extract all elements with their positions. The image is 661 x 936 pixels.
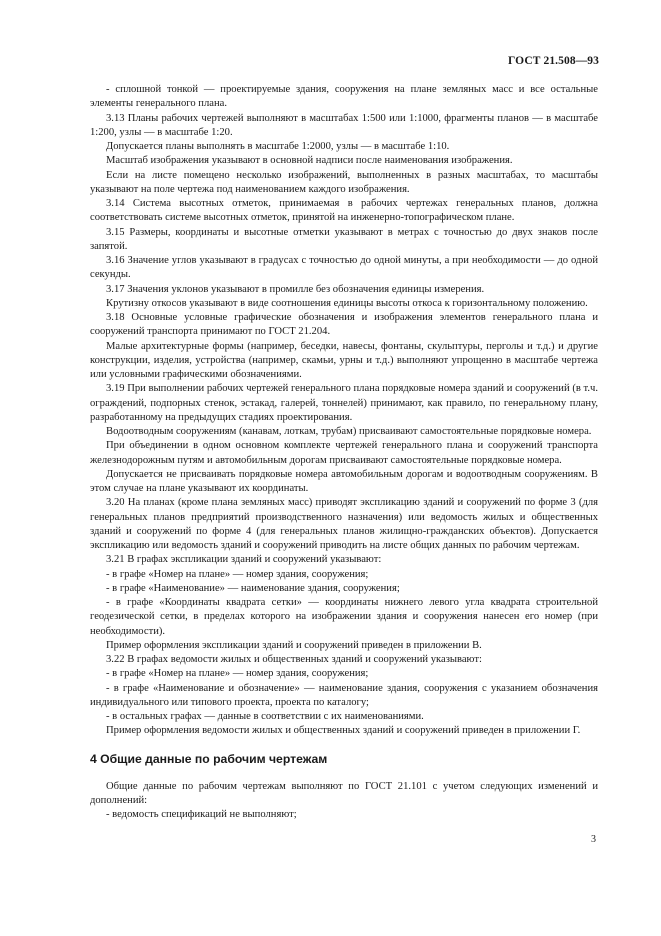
list-item: - в графе «Наименование и обозначение» — наименование здания, сооружения с указанием обозначения индивидуального или типового проекта, проекта по каталогу; [90,682,598,708]
list-item: - ведомость спецификаций не выполняют; [106,809,297,821]
document-body [90,83,598,823]
paragraph: Если на листе помещено несколько изображений, выполненных в разных масштабах, то масштабы указывают на поле чертежа под наименованием каждого изображения. [90,169,598,195]
list-item: - в графе «Координаты квадрата сетки» — координаты нижнего левого угла квадрата строительной геодезической сетки, в пределах которого на изображении здания и сооружения нанесен его номер (при необходимости). [90,597,598,637]
paragraph-3-20: 3.20 На планах (кроме плана земляных масс) приводят экспликацию зданий и сооружений по форме 3 (для генеральных планов предприятий производственного назначения) или ведомость жилых и общественных зданий и сооружений по форме 4 (для генеральных планов жилищно-гражданских объектов). Допускается экспликацию или ведомость зданий и сооружений приводить на листе общих данных по рабочим чертежам. [90,497,598,551]
paragraph: Малые архитектурные формы (например, беседки, навесы, фонтаны, скульптуры, перголы и т.д.) и другие конструкции, изделия, устройства (например, скамьи, урны и т.д.) выполняют упрощенно в масштабе чертежа или условными графическими обозначениями. [90,340,598,380]
page-number: 3 [591,834,596,845]
paragraph-3-13: 3.13 Планы рабочих чертежей выполняют в масштабах 1:500 или 1:1000, фрагменты планов — в масштабе 1:200, узлы — в масштабе 1:20. [90,112,598,138]
list-item: - в графе «Номер на плане» — номер здания, сооружения; [106,668,369,680]
paragraph: Пример оформления экспликации зданий и сооружений приведен в приложении В. [106,639,482,651]
paragraph: Допускается планы выполнять в масштабе 1:2000, узлы — в масштабе 1:10. [106,141,450,152]
paragraph: При объединении в одном основном комплекте чертежей генерального плана и сооружений транспорта железнодорожным путям и автомобильным дорогам присваивают самостоятельные порядковые номера. [90,440,598,466]
paragraph: - сплошной тонкой — проектируемые здания, сооружения на плане земляных масс и все остальные элементы генерального плана. [90,84,598,110]
paragraph: Допускается не присваивать порядковые номера автомобильным дорогам и водоотводным сооружениям. В этом случае на плане указывают их координаты. [90,468,598,494]
paragraph: Пример оформления ведомости жилых и общественных зданий и сооружений приведен в приложении Г. [106,725,581,737]
paragraph: Масштаб изображения указывают в основной надписи после наименования изображения. [106,155,513,167]
list-item: - в графе «Номер на плане» — номер здания, сооружения; [106,568,369,580]
paragraph-3-14: 3.14 Система высотных отметок, принимаемая в рабочих чертежах генеральных планов, должна соответствовать системе высотных отметок, принятой на инженерно-топографическом плане. [90,198,598,224]
document-id-header: ГОСТ 21.508—93 [508,55,599,67]
paragraph-3-22: 3.22 В графах ведомости жилых и общественных зданий и сооружений указывают: [106,654,482,665]
list-item: - в остальных графах — данные в соответствии с их наименованиями. [106,711,424,722]
paragraph: Водоотводным сооружениям (канавам, лоткам, трубам) присваивают самостоятельные порядковые номера. [106,426,592,437]
paragraph-3-18: 3.18 Основные условные графические обозначения и изображения элементов генерального плана и сооружений транспорта принимают по ГОСТ 21.204. [90,312,598,338]
paragraph: Крутизну откосов указывают в виде соотношения единицы высоты откоса к горизонтальному положению. [106,297,588,309]
paragraph-3-17: 3.17 Значения уклонов указывают в промилле без обозначения единицы измерения. [106,283,485,295]
paragraph-3-21: 3.21 В графах экспликации зданий и сооружений указывают: [106,554,382,566]
paragraph-3-16: 3.16 Значение углов указывают в градусах с точностью до одной минуты, а при необходимости — до одной секунды. [90,255,598,281]
paragraph-3-19: 3.19 При выполнении рабочих чертежей генерального плана порядковые номера зданий и сооружений (в т.ч. ограждений, подпорных стенок, эстакад, галерей, тоннелей) принимают, как правило, по генеральному плану, разработанному на предыдущих стадиях проектирования. [90,383,598,423]
paragraph-3-15: 3.15 Размеры, координаты и высотные отметки указывают в метрах с точностью до двух знаков после запятой. [90,226,598,252]
section-heading: 4 Общие данные по рабочим чертежам [90,751,328,766]
paragraph: Общие данные по рабочим чертежам выполняют по ГОСТ 21.101 с учетом следующих изменений и дополнений: [90,780,598,806]
list-item: - в графе «Наименование» — наименование здания, сооружения; [106,582,400,594]
